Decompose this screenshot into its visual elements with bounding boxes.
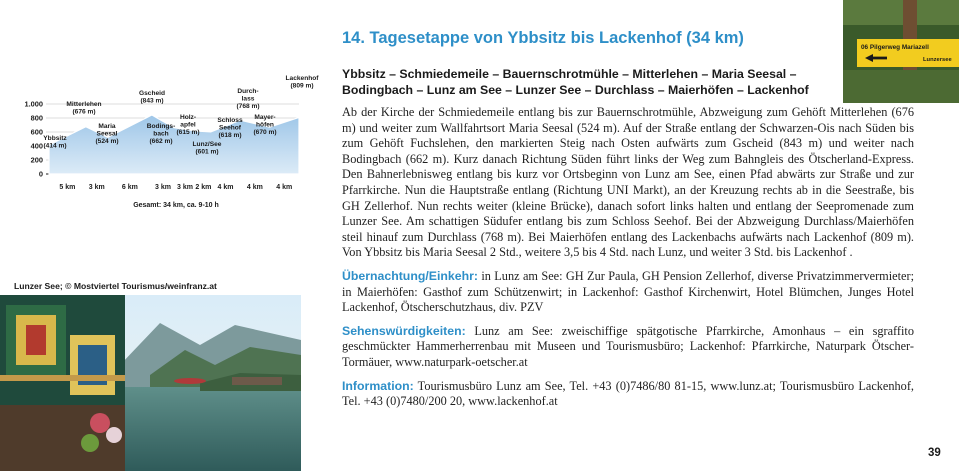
y-tick-label: 200 bbox=[30, 155, 43, 165]
route-stops: Ybbsitz – Schmiedemeile – Bauernschrotmühle – Mitterlehen – Maria Seesal – Bodingbach – Lunz am See – Lunzer See – Durchlass – Maierhöfen – Lackenhof bbox=[342, 67, 809, 97]
place-elevation: (670 m) bbox=[253, 128, 277, 136]
place-label bbox=[139, 90, 165, 104]
info-text: Tourismusbüro Lunz am See, Tel. +43 (0)7486/80 81-15, www.lunz.at; Tourismusbüro Lackenhof, Tel. +43 (0)7480/200 20, www.lackenhof.at bbox=[342, 378, 914, 409]
place-name: Gscheid bbox=[138, 90, 166, 97]
segment-distance-label: 6 km bbox=[121, 184, 138, 191]
place-elevation: (662 m) bbox=[149, 137, 173, 145]
place-elevation: (414 m) bbox=[43, 142, 67, 150]
place-elevation: (676 m) bbox=[72, 108, 96, 116]
place-name: lass bbox=[241, 95, 255, 103]
segment-distance-label: 3 km bbox=[154, 184, 171, 191]
segment-distance-label: 2 km bbox=[195, 184, 212, 191]
place-name: Mayer- bbox=[254, 114, 276, 121]
lake-photo bbox=[0, 295, 301, 471]
place-name: Seesal bbox=[96, 130, 118, 138]
place-name: Seehof bbox=[219, 124, 241, 132]
place-name: bach bbox=[153, 130, 169, 138]
place-label bbox=[66, 101, 101, 115]
info-text: in Lunz am See: GH Zur Paula, GH Pension Zellerhof, diverse Privatzimmervermieter; in Maierhöfen: Gasthof zum Schützenwirt; in Lackenhof: Gasthof Kirchenwirt, Hotel Blümchen, Junges Hotel Lackenhof, Ötscherschutzhaus, div. PZV bbox=[342, 268, 914, 315]
place-elevation: (524 m) bbox=[95, 137, 119, 145]
place-name: Holz- bbox=[179, 114, 197, 121]
place-name: Mitterlehen bbox=[66, 101, 102, 108]
elevation-profile-chart bbox=[0, 60, 330, 220]
page-number: 39 bbox=[928, 447, 941, 459]
chart-total-label: Gesamt: 34 km, ca. 9-10 h bbox=[133, 202, 219, 209]
tick-layer bbox=[25, 100, 44, 179]
info-section-sights bbox=[342, 324, 914, 371]
segment-distance-label: 3 km bbox=[177, 184, 194, 191]
info-section-lodging bbox=[342, 269, 914, 316]
body-text-column bbox=[342, 105, 914, 418]
place-label bbox=[286, 75, 320, 89]
route-description: Ab der Kirche der Schmiedemeile entlang bis zur Bauernschrotmühle, Abzweigung zum Gehöft Mitterlehen (676 m) und weiter zum Wallfahrtsort Maria Seesal (524 m). Auf der Straße entlang der Schwarzen-Ois nach Süden bis zum Gehöft Fuchslehen, den markierten Steig nach Osten aufwärts zum Gscheid (843 m) und weiter nach Bodingbach (662 m). Kurz danach Richtung Süden führt links der Weg zum Bahngleis des Ötscherland-Express. Den Bahnerlebnisweg entlang bis kurz vor Ortsbeginn von Lunz am See, einen Pfad abwärts zur Straße und zur Pfarrkirche. Nun die Hauptstraße entlang (Richtung UNI Markt), an der Kreuzung rechts ab in die Seestraße, bis GH Zellerhof. Nun rechts weiter (kleine Brücke), danach sofort links halten und entlang der Seepromenade zum Lunzer See. Am schattigen Südufer entlang bis zum Schloss Seehof. Bei der Abzweigung Durchlass/Maierhöfen steil hinauf zum Durchlass (768 m). Bei Maierhöfen entlang des Lackenbachs aufwärts nach Lackenhof (809 m). Von Ybbsitz bis Maria Seesal 2 Std., weitere 3,5 bis 4 Std. nach Lunz, und weiter 3 Std. bis Lackenhof . bbox=[342, 105, 914, 260]
place-elevation: (615 m) bbox=[176, 128, 200, 136]
y-tick-label: 400 bbox=[30, 141, 43, 151]
segment-distance-label: 4 km bbox=[246, 184, 263, 191]
info-label: Übernachtung/Einkehr: bbox=[342, 268, 478, 283]
photo-caption: Lunzer See; © Mostviertel Tourismus/weinfranz.at bbox=[14, 281, 217, 291]
info-text: Lunz am See: zweischiffige spätgotische Pfarrkirche, Amonhaus – ein sgraffito geschmückter Hammerherrenbau mit Museen und Tourismusbüro; Lackenhof: Pfarrkirche, Naturpark Ötscher-Tormäuer, www.naturpark-oetscher.at bbox=[342, 323, 914, 369]
place-elevation: (809 m) bbox=[290, 82, 314, 90]
y-tick-label: 600 bbox=[30, 127, 43, 137]
place-elevation: (843 m) bbox=[140, 97, 164, 105]
place-name: höfen bbox=[256, 121, 274, 129]
place-elevation: (601 m) bbox=[195, 148, 219, 156]
segment-distance-label: 5 km bbox=[59, 184, 76, 191]
place-elevation: (618 m) bbox=[218, 131, 242, 139]
trail-sign-photo bbox=[843, 0, 959, 103]
info-section-information bbox=[342, 379, 914, 410]
place-name: Maria bbox=[98, 123, 116, 130]
place-label bbox=[176, 114, 199, 136]
segment-label-layer bbox=[59, 184, 292, 191]
y-tick-label: 0 bbox=[38, 169, 43, 179]
y-tick-label: 800 bbox=[30, 113, 43, 123]
sign-line-1: 06 Pilgerweg Mariazell bbox=[861, 44, 929, 51]
page-title: 14. Tagesetappe von Ybbsitz bis Lackenhof (34 km) bbox=[342, 29, 744, 47]
y-tick-label: 1.000 bbox=[24, 99, 43, 109]
place-label bbox=[193, 141, 222, 155]
place-name: Durch- bbox=[237, 88, 259, 95]
place-name: Bodings- bbox=[146, 123, 176, 130]
place-label bbox=[43, 135, 67, 149]
segment-distance-label: 4 km bbox=[276, 184, 293, 191]
place-label bbox=[217, 117, 243, 139]
place-label bbox=[236, 88, 259, 110]
place-name: apfel bbox=[180, 121, 196, 129]
place-label bbox=[95, 123, 118, 145]
place-elevation: (768 m) bbox=[236, 102, 260, 110]
place-label bbox=[253, 114, 276, 136]
info-label: Information: bbox=[342, 378, 414, 393]
place-name: Lackenhof bbox=[285, 75, 319, 82]
place-name: Ybbsitz bbox=[43, 135, 67, 142]
place-name: Lunz/See bbox=[192, 141, 222, 148]
segment-distance-label: 4 km bbox=[217, 184, 234, 191]
segment-distance-label: 3 km bbox=[88, 184, 105, 191]
sign-line-2: Lunzersee bbox=[923, 57, 952, 63]
info-label: Sehenswürdigkeiten: bbox=[342, 323, 466, 338]
place-name: Schloss bbox=[217, 117, 243, 124]
